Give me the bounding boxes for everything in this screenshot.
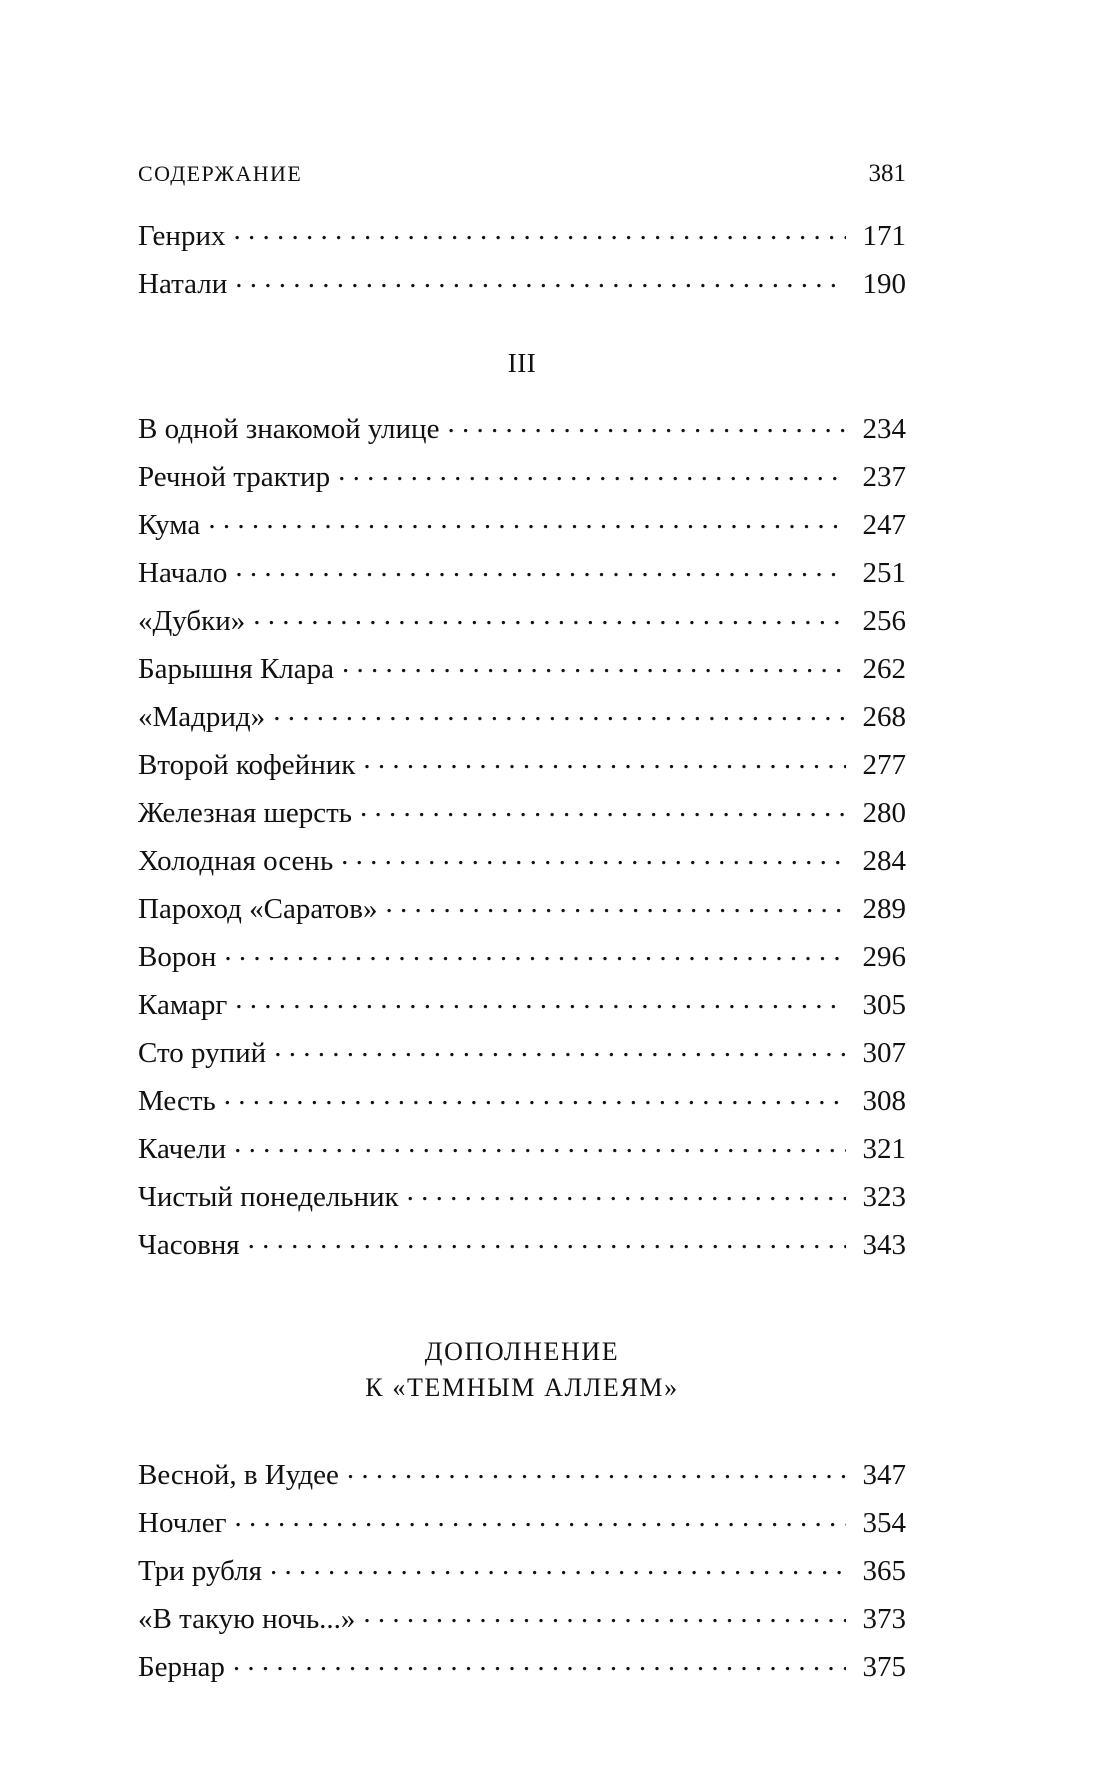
toc-entry[interactable] [138, 697, 906, 745]
toc-entry-title: Весной, в Иудее [138, 1458, 339, 1491]
toc-entry[interactable] [138, 889, 906, 937]
toc-entry-page-number: 296 [862, 941, 906, 974]
toc-entry-page-number: 375 [862, 1650, 906, 1683]
toc-entry-title: Часовня [138, 1229, 240, 1262]
toc-dot-leader [224, 1081, 846, 1110]
toc-entry-page-number: 321 [862, 1133, 906, 1166]
toc-entry-page-number: 247 [862, 509, 906, 542]
toc-entry[interactable] [138, 553, 906, 601]
toc-dot-leader [360, 793, 846, 822]
toc-dot-leader [342, 649, 846, 678]
toc-entry[interactable] [138, 457, 906, 505]
toc-dot-leader [208, 505, 846, 534]
running-head-title: СОДЕРЖАНИЕ [138, 161, 303, 186]
toc-dot-leader [233, 216, 846, 245]
toc-entry[interactable] [138, 985, 906, 1033]
toc-entry-page-number: 171 [862, 220, 906, 252]
toc-dot-leader [338, 457, 846, 486]
toc-entry[interactable] [138, 1129, 906, 1177]
toc-entry-title: Сто рупий [138, 1037, 267, 1070]
toc-entry-title: Ворон [138, 941, 217, 974]
toc-entry-page-number: 365 [862, 1554, 906, 1587]
toc-section-heading-line: К «ТЕМНЫМ АЛЛЕЯМ» [365, 1372, 679, 1402]
toc-section-heading: III [507, 348, 537, 378]
toc-dot-leader [341, 841, 846, 870]
toc-entry-title: Натали [138, 268, 228, 300]
toc-entry-title: Ночлег [138, 1506, 227, 1539]
toc-entry-page-number: 307 [862, 1037, 906, 1070]
toc-entry-title: Барышня Клара [138, 653, 335, 686]
toc-entry-title: Камарг [138, 989, 228, 1022]
toc-entry-page-number: 262 [862, 653, 906, 686]
toc-entry-title: Качели [138, 1133, 227, 1166]
toc-entry-title: Железная шерсть [138, 797, 352, 830]
toc-dot-leader [224, 937, 846, 966]
toc-entry-title: Месть [138, 1085, 216, 1118]
toc-dot-leader [248, 1225, 846, 1254]
toc-entry-page-number: 305 [862, 989, 906, 1022]
toc-entry-page-number: 284 [862, 845, 906, 878]
page-folio-number: 381 [868, 160, 906, 187]
toc-dot-leader [270, 1551, 846, 1580]
toc-entry[interactable] [138, 1033, 906, 1081]
toc-dot-leader [347, 1455, 846, 1484]
toc-entry[interactable] [138, 1177, 906, 1225]
toc-entry-page-number: 280 [862, 797, 906, 830]
toc-entry-title: «В такую ночь...» [138, 1602, 356, 1635]
toc-entry[interactable] [138, 1455, 906, 1503]
toc-entry-group [138, 1455, 906, 1695]
toc-dot-leader [235, 985, 846, 1014]
toc-entry-title: В одной знакомой улице [138, 413, 440, 446]
toc-entry[interactable] [138, 1081, 906, 1129]
toc-entry-group [138, 216, 906, 312]
toc-entry[interactable] [138, 745, 906, 793]
toc-entry-page-number: 234 [862, 413, 906, 446]
toc-entry[interactable] [138, 1551, 906, 1599]
toc-entry-title: Генрих [138, 220, 226, 252]
toc-entry[interactable] [138, 264, 906, 312]
toc-dot-leader [407, 1177, 846, 1206]
toc-section-heading-line: ДОПОЛНЕНИЕ [424, 1337, 620, 1367]
toc-dot-leader [234, 1129, 846, 1158]
toc-entry-title: Речной трактир [138, 461, 331, 494]
toc-entry-page-number: 343 [862, 1229, 906, 1262]
toc-entry-group [138, 409, 906, 1273]
toc-dot-leader [233, 1647, 846, 1676]
toc-entry-title: «Дубки» [138, 605, 246, 638]
toc-dot-leader [274, 1033, 846, 1062]
toc-dot-leader [363, 745, 846, 774]
toc-entry[interactable] [138, 1503, 906, 1551]
toc-entry-page-number: 354 [862, 1506, 906, 1539]
toc-entry-page-number: 373 [862, 1602, 906, 1635]
toc-dot-leader [235, 264, 846, 293]
toc-entry[interactable] [138, 216, 906, 264]
toc-entry[interactable] [138, 505, 906, 553]
toc-entry-page-number: 347 [862, 1458, 906, 1491]
toc-entry[interactable] [138, 601, 906, 649]
toc-entry[interactable] [138, 1599, 906, 1647]
toc-entry[interactable] [138, 1647, 906, 1695]
toc-dot-leader [385, 889, 846, 918]
toc-section-heading [138, 1337, 906, 1403]
toc-entry-title: Чистый понедельник [138, 1181, 399, 1214]
toc-entry[interactable] [138, 937, 906, 985]
toc-dot-leader [447, 409, 846, 438]
toc-entry-title: Второй кофейник [138, 749, 356, 782]
toc-entry-title: Кума [138, 509, 201, 542]
toc-dot-leader [253, 601, 846, 630]
toc-entry-page-number: 251 [862, 557, 906, 590]
toc-entry-page-number: 256 [862, 605, 906, 638]
toc-entry-page-number: 308 [862, 1085, 906, 1118]
toc-entry-page-number: 190 [862, 268, 906, 300]
toc-entry-title: «Мадрид» [138, 701, 266, 734]
toc-entry-title: Пароход «Саратов» [138, 893, 378, 926]
toc-entry-page-number: 268 [862, 701, 906, 734]
toc-dot-leader [273, 697, 846, 726]
toc-entry-page-number: 237 [862, 461, 906, 494]
toc-dot-leader [363, 1599, 846, 1628]
toc-entry[interactable] [138, 409, 906, 457]
table-of-contents [138, 216, 906, 1695]
toc-entry[interactable] [138, 1225, 906, 1273]
toc-entry[interactable] [138, 649, 906, 697]
toc-entry-page-number: 323 [862, 1181, 906, 1214]
toc-dot-leader [235, 1503, 846, 1532]
toc-dot-leader [235, 553, 846, 582]
toc-entry[interactable] [138, 793, 906, 841]
toc-entry[interactable] [138, 841, 906, 889]
toc-entry-title: Три рубля [138, 1554, 262, 1587]
toc-entry-title: Холодная осень [138, 845, 334, 878]
toc-entry-page-number: 277 [862, 749, 906, 782]
running-head [138, 160, 906, 188]
toc-entry-title: Бернар [138, 1650, 225, 1683]
toc-entry-title: Начало [138, 557, 228, 590]
toc-entry-page-number: 289 [862, 893, 906, 926]
